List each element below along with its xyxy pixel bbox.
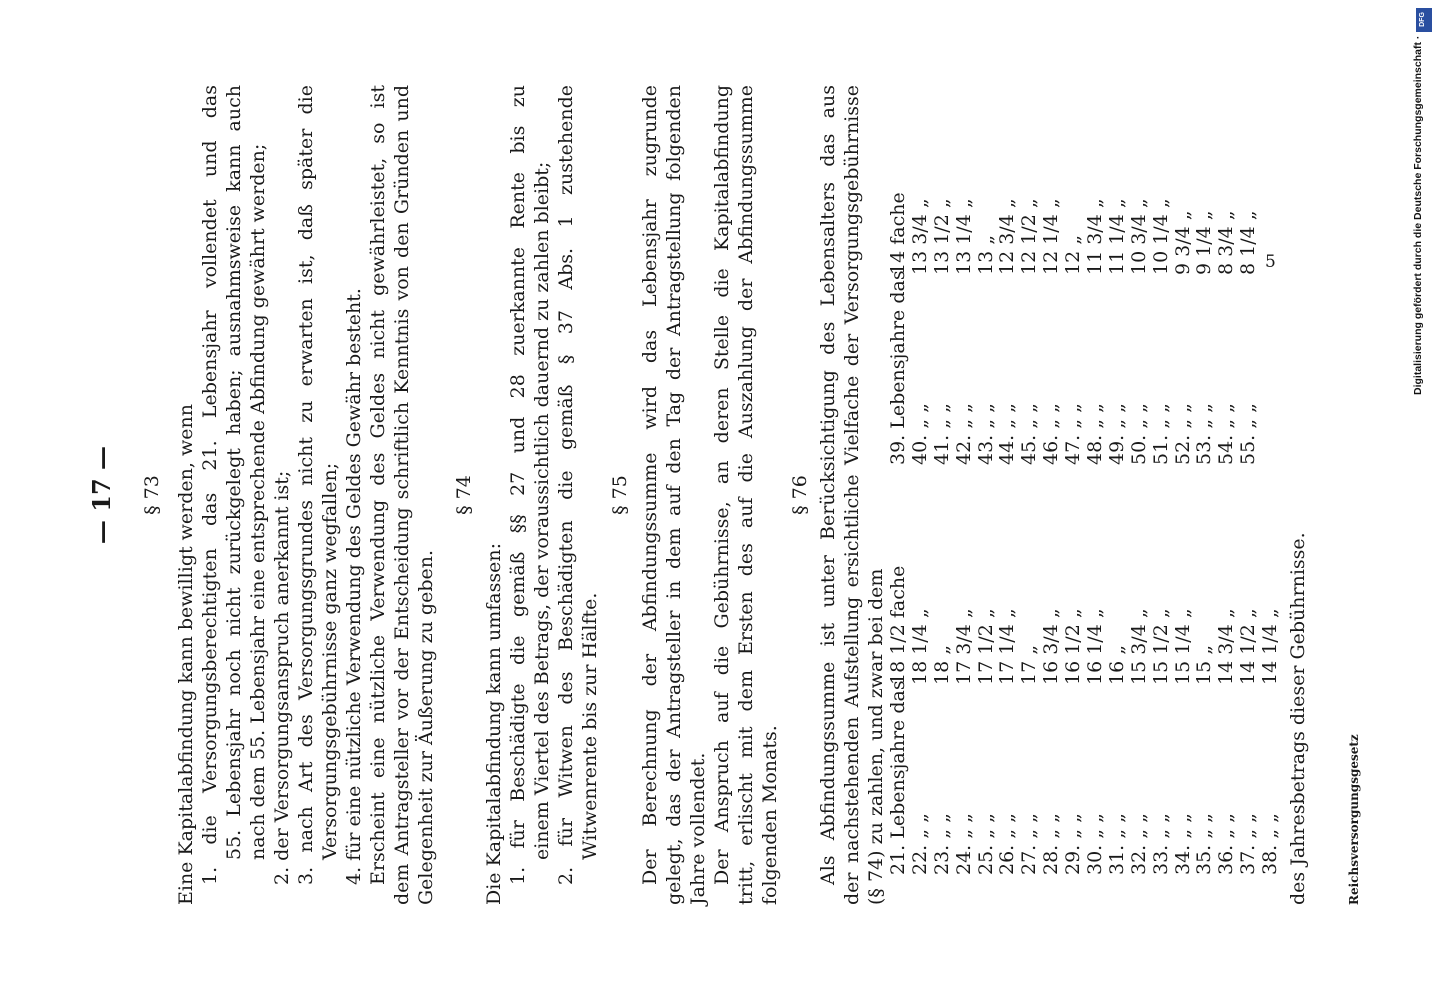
factor-cell: 15 3/4 „ bbox=[1127, 608, 1150, 685]
age-cell: 34. „ „ bbox=[1171, 813, 1194, 875]
factor-cell: 12 1/2 „ bbox=[1018, 198, 1041, 275]
table-row bbox=[888, 85, 910, 465]
age-cell: 55. „ „ bbox=[1237, 403, 1260, 465]
age-cell: 31. „ „ bbox=[1105, 813, 1128, 875]
age-cell: 27. „ „ bbox=[1018, 813, 1041, 875]
s74-item1-line1: 1. für Beschädigte die gemäß §§ 27 und 28 zuerkannte Rente bis zu bbox=[507, 85, 529, 885]
s73-item1-line2: 55. Lebensjahr noch nicht zurückgelegt haben; ausnahmsweise kann auch bbox=[223, 85, 245, 860]
table-row bbox=[1238, 495, 1260, 875]
table-row bbox=[1216, 495, 1238, 875]
age-cell: 49. „ „ bbox=[1105, 403, 1128, 465]
factor-cell: 16 1/4 „ bbox=[1084, 608, 1107, 685]
factor-cell: 8 3/4 „ bbox=[1215, 210, 1238, 275]
factor-cell: 9 3/4 „ bbox=[1171, 210, 1194, 275]
age-cell: 37. „ „ bbox=[1237, 813, 1260, 875]
s73-item1-line1: 1. die Versorgungsberechtigten das 21. Lebensjahr vollendet und das bbox=[199, 85, 221, 885]
s75-para1-line1: Der Berechnung der Abfindungssumme wird das Lebensjahr zugrunde bbox=[639, 85, 661, 885]
signature-number: 5 bbox=[1265, 252, 1276, 272]
factor-cell: 17 1/2 „ bbox=[974, 608, 997, 685]
factor-cell: 14 1/2 „ bbox=[1237, 608, 1260, 685]
s73-item4: 4. für eine nützliche Verwendung des Geldes Gewähr besteht. bbox=[343, 288, 365, 885]
s73-item3-line2: Versorgungsgebührnisse ganz wegfallen; bbox=[319, 462, 341, 860]
factor-cell: 18 1/4 „ bbox=[908, 608, 931, 685]
table-row bbox=[954, 85, 976, 465]
factor-cell: 10 1/4 „ bbox=[1149, 198, 1172, 275]
age-cell: 50. „ „ bbox=[1127, 403, 1150, 465]
age-cell: 33. „ „ bbox=[1149, 813, 1172, 875]
table-row bbox=[910, 495, 932, 875]
age-cell: 42. „ „ bbox=[952, 403, 975, 465]
table-row bbox=[1019, 85, 1041, 465]
factor-cell: 12 3/4 „ bbox=[996, 198, 1019, 275]
table-row bbox=[954, 495, 976, 875]
s74-item2-line2: Witwenrente bis zur Hälfte. bbox=[579, 592, 601, 860]
s75-para2-line3: folgenden Monats. bbox=[759, 725, 781, 905]
s73-para2-line3: Gelegenheit zur Äußerung zu geben. bbox=[415, 549, 437, 905]
age-cell: 39. Lebensjahre das bbox=[887, 270, 909, 465]
table-row bbox=[1173, 495, 1195, 875]
table-row bbox=[910, 85, 932, 465]
table-row bbox=[888, 495, 910, 875]
age-cell: 51. „ „ bbox=[1149, 403, 1172, 465]
dfg-logo-text: DFG bbox=[1418, 12, 1426, 27]
factor-cell: 11 3/4 „ bbox=[1084, 198, 1107, 275]
s73-intro: Eine Kapitalabfindung kann bewilligt werden, wenn bbox=[175, 404, 197, 905]
factor-cell: 16 „ bbox=[1105, 644, 1128, 685]
age-cell: 40. „ „ bbox=[908, 403, 931, 465]
age-cell: 29. „ „ bbox=[1062, 813, 1085, 875]
table-row bbox=[1238, 85, 1260, 465]
age-cell: 21. Lebensjahre das bbox=[887, 680, 909, 875]
age-cell: 47. „ „ bbox=[1062, 403, 1085, 465]
s75-para2-line2: tritt, erlischt mit dem Ersten des auf die Auszahlung der Abfindungssumme bbox=[735, 85, 757, 905]
s75-para2-line1: Der Anspruch auf die Gebührnisse, an deren Stelle die Kapitalabfindung bbox=[711, 85, 733, 885]
table-row bbox=[1085, 495, 1107, 875]
table-row bbox=[1194, 495, 1216, 875]
table-row bbox=[1041, 495, 1063, 875]
factor-cell: 17 „ bbox=[1018, 644, 1041, 685]
factor-cell: 15 1/2 „ bbox=[1149, 608, 1172, 685]
s76-para1-line2: der nachstehenden Aufstellung ersichtliche Vielfache der Versorgungsgebührnisse bbox=[841, 85, 863, 905]
s74-item1-line2: einem Viertel des Betrags, der voraussichtlich dauernd zu zahlen bleibt; bbox=[531, 161, 553, 860]
factor-cell: 8 1/4 „ bbox=[1237, 210, 1260, 275]
table-row bbox=[997, 85, 1019, 465]
factor-cell: 16 3/4 „ bbox=[1040, 608, 1063, 685]
table-row bbox=[1085, 85, 1107, 465]
section-74-heading: § 74 bbox=[453, 475, 475, 515]
factor-cell: 10 3/4 „ bbox=[1127, 198, 1150, 275]
factor-cell: 12 „ bbox=[1062, 234, 1085, 275]
table-row bbox=[976, 495, 998, 875]
page-number: — 17 — bbox=[87, 445, 116, 545]
table-row bbox=[1216, 85, 1238, 465]
s76-para1-line1: Als Abfindungssumme ist unter Berücksichtigung des Lebensalters das aus bbox=[817, 85, 839, 885]
age-cell: 54. „ „ bbox=[1215, 403, 1238, 465]
age-cell: 45. „ „ bbox=[1018, 403, 1041, 465]
age-cell: 30. „ „ bbox=[1084, 813, 1107, 875]
s75-para1-line3: Jahre vollendet. bbox=[687, 752, 709, 905]
s74-item2-line1: 2. für Witwen des Beschädigten die gemäß § 37 Abs. 1 zustehende bbox=[555, 85, 577, 885]
s76-closing: des Jahresbetrags dieser Gebührnisse. bbox=[1287, 532, 1309, 905]
table-row bbox=[1107, 85, 1129, 465]
table-row bbox=[1063, 85, 1085, 465]
factor-cell: 12 1/4 „ bbox=[1040, 198, 1063, 275]
factor-cell: 11 1/4 „ bbox=[1105, 198, 1128, 275]
factor-cell: 15 1/4 „ bbox=[1171, 608, 1194, 685]
table-row bbox=[1107, 495, 1129, 875]
age-cell: 25. „ „ bbox=[974, 813, 997, 875]
factor-cell: 17 3/4 „ bbox=[952, 608, 975, 685]
factor-cell: 9 1/4 „ bbox=[1193, 210, 1216, 275]
factor-cell: 18 „ bbox=[930, 644, 953, 685]
section-75-heading: § 75 bbox=[609, 475, 631, 515]
age-cell: 24. „ „ bbox=[952, 813, 975, 875]
table-row bbox=[1019, 495, 1041, 875]
age-cell: 41. „ „ bbox=[930, 403, 953, 465]
table-row bbox=[1151, 85, 1173, 465]
footer-label: Reichsversorgungsgesetz bbox=[1347, 734, 1361, 905]
age-cell: 44. „ „ bbox=[996, 403, 1019, 465]
age-cell: 43. „ „ bbox=[974, 403, 997, 465]
factor-cell: 14 1/4 „ bbox=[1259, 608, 1282, 685]
s73-item2: 2. der Versorgungsanspruch anerkannt ist; bbox=[271, 470, 293, 885]
s73-para2-line2: dem Antragsteller vor der Entscheidung schriftlich Kenntnis von den Gründen und bbox=[391, 85, 413, 905]
dfg-logo bbox=[1416, 8, 1432, 32]
s73-para2-line1: Erscheint eine nützliche Verwendung des Geldes nicht gewährleistet, so ist bbox=[367, 85, 389, 885]
factor-cell: 18 1/2 fache bbox=[887, 565, 909, 685]
factor-cell: 13 „ bbox=[974, 234, 997, 275]
age-cell: 26. „ „ bbox=[996, 813, 1019, 875]
age-cell: 22. „ „ bbox=[908, 813, 931, 875]
factor-cell: 15 „ bbox=[1193, 644, 1216, 685]
s73-item1-line3: nach dem 55. Lebensjahr eine entsprechende Abfindung gewährt werden; bbox=[247, 143, 269, 860]
table-row bbox=[1041, 85, 1063, 465]
table-row bbox=[1173, 85, 1195, 465]
table-row bbox=[1129, 85, 1151, 465]
table-row bbox=[1151, 495, 1173, 875]
table-row bbox=[1129, 495, 1151, 875]
factor-cell: 13 3/4 „ bbox=[908, 198, 931, 275]
age-cell: 36. „ „ bbox=[1215, 813, 1238, 875]
table-row bbox=[1063, 495, 1085, 875]
age-cell: 52. „ „ bbox=[1171, 403, 1194, 465]
table-row bbox=[1194, 85, 1216, 465]
s75-para1-line2: gelegt, das der Antragsteller in dem auf den Tag der Antragstellung folgenden bbox=[663, 85, 685, 905]
dfg-credit: Digitalisierung gefördert durch die Deutsche Forschungsgemeinschaft · bbox=[1412, 35, 1424, 395]
section-73-heading: § 73 bbox=[141, 475, 163, 515]
factor-cell: 14 fache bbox=[887, 192, 909, 275]
age-cell: 53. „ „ bbox=[1193, 403, 1216, 465]
age-cell: 48. „ „ bbox=[1084, 403, 1107, 465]
s74-intro: Die Kapitalabfindung kann umfassen: bbox=[483, 543, 505, 905]
table-row bbox=[976, 85, 998, 465]
factor-cell: 14 3/4 „ bbox=[1215, 608, 1238, 685]
factor-table-right bbox=[888, 85, 1260, 465]
age-cell: 28. „ „ bbox=[1040, 813, 1063, 875]
table-row bbox=[1260, 495, 1282, 875]
factor-cell: 17 1/4 „ bbox=[996, 608, 1019, 685]
factor-cell: 16 1/2 „ bbox=[1062, 608, 1085, 685]
rotated-page-content bbox=[87, 85, 1361, 905]
s73-item3-line1: 3. nach Art des Versorgungsgrundes nicht zu erwarten ist, daß später die bbox=[295, 85, 317, 885]
factor-cell: 13 1/4 „ bbox=[952, 198, 975, 275]
age-cell: 35. „ „ bbox=[1193, 813, 1216, 875]
table-row bbox=[932, 495, 954, 875]
age-cell: 46. „ „ bbox=[1040, 403, 1063, 465]
age-cell: 32. „ „ bbox=[1127, 813, 1150, 875]
table-row bbox=[997, 495, 1019, 875]
factor-cell: 13 1/2 „ bbox=[930, 198, 953, 275]
age-cell: 23. „ „ bbox=[930, 813, 953, 875]
age-cell: 38. „ „ bbox=[1259, 813, 1282, 875]
section-76-heading: § 76 bbox=[789, 475, 811, 515]
table-row bbox=[932, 85, 954, 465]
s76-para1-line3: (§ 74) zu zahlen, und zwar bei dem bbox=[865, 568, 887, 905]
factor-table-left bbox=[888, 495, 1282, 875]
